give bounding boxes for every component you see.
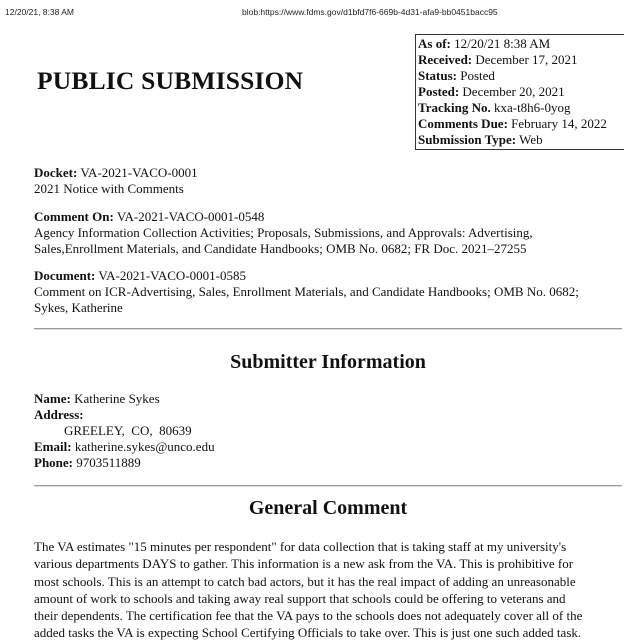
- status-status: Status: Posted: [418, 68, 495, 83]
- status-posted: Posted: December 20, 2021: [418, 84, 565, 99]
- status-comments-due: Comments Due: February 14, 2022: [418, 116, 607, 131]
- divider: [34, 328, 622, 330]
- comment-on-section: Comment On: VA-2021-VACO-0001-0548 Agency Information Collection Activities; Proposals, Submissions, and Approvals: Advertising, Sales,Enrollment Materials, and Candidate Handbooks; OMB No. 0682; FR Doc. 2021–27255: [34, 209, 533, 256]
- general-comment-text: The VA estimates "15 minutes per respondent" for data collection that is taking staff at my university's various departments DAYS to gather. This information is a new ask from the VA. This is prohibitive for most schools. This is an attempt to catch bad actors, but it has the real impact of adding an unreasonable amount of work to schools and taking away real support that schools could be offering to veterans and their dependents. The certification fee that the VA pays to the schools does not adequately cover all of the added tasks the VA is expecting School Certifying Officials to take over. This is just one such added task.: [34, 539, 583, 641]
- submitter-email: Email: katherine.sykes@unco.edu: [34, 439, 215, 454]
- print-url: blob:https://www.fdms.gov/d1bfd7f6-669b-4d31-afa9-bb0451bacc95: [242, 7, 498, 17]
- divider: [34, 485, 622, 487]
- status-submission-type: Submission Type: Web: [418, 132, 543, 147]
- docket-section: Docket: VA-2021-VACO-0001 2021 Notice with Comments: [34, 165, 198, 196]
- status-as-of: As of: 12/20/21 8:38 AM: [418, 36, 551, 51]
- submitter-address: GREELEY, CO, 80639: [64, 423, 192, 438]
- status-box: [415, 34, 624, 150]
- submitter-address-label: Address:: [34, 407, 84, 422]
- submitter-name: Name: Katherine Sykes: [34, 391, 160, 406]
- submitter-info: [34, 391, 215, 471]
- document-section: Document: VA-2021-VACO-0001-0585 Comment on ICR-Advertising, Sales, Enrollment Materials, and Candidate Handbooks; OMB No. 0682; Sykes, Katherine: [34, 268, 579, 315]
- general-comment-heading: General Comment: [248, 497, 408, 519]
- status-received: Received: December 17, 2021: [418, 52, 578, 67]
- page-title: PUBLIC SUBMISSION: [37, 66, 304, 95]
- print-timestamp: 12/20/21, 8:38 AM: [5, 7, 74, 17]
- submitter-heading: Submitter Information: [230, 351, 426, 373]
- status-tracking: Tracking No. kxa-t8h6-0yog: [418, 100, 571, 115]
- submitter-phone: Phone: 9703511889: [34, 455, 141, 470]
